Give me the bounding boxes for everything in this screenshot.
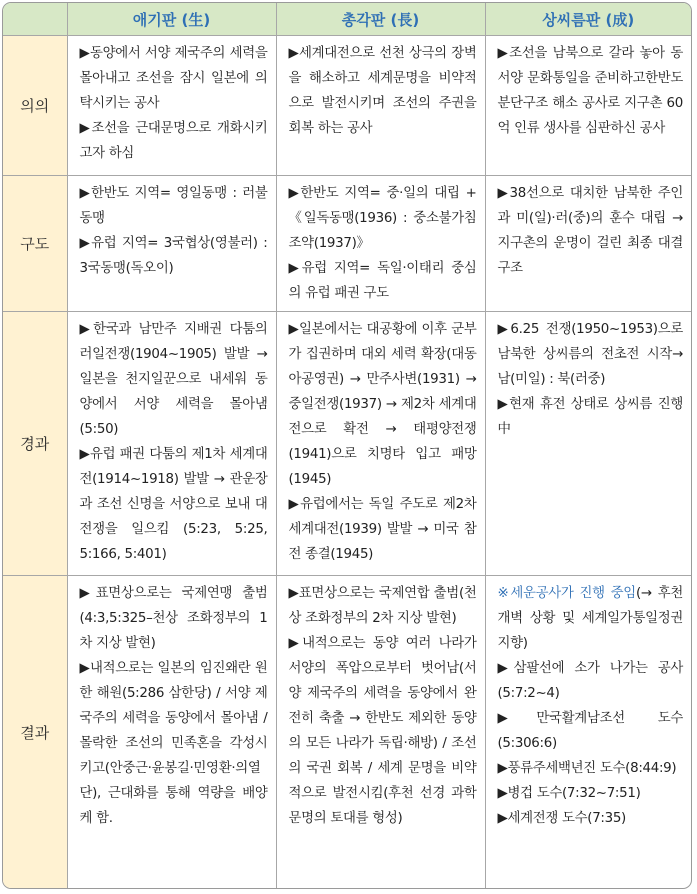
cell-result-aegi	[67, 576, 276, 889]
paragraph: ▶유럽 패권 다툼의 제1차 세계대전(1914~1918) 발발 → 관운장과 조선 신명을 서양으로 보내 대전쟁을 일으킴 (5:23, 5:25, 5:166, 5:401)	[79, 447, 268, 562]
paragraph: ▶내적으로는 일본의 임진왜란 원한 해원(5:286 삼한당) / 서양 제국주의 세력을 동양에서 몰아냄 / 몰락한 조선의 민족혼을 각성시키고(안중근·윤봉길·민영환·의열단), 근대화를 통해 역량을 배양케 함.	[79, 661, 268, 826]
header-sangssireum-pan: 상씨름판 (成)	[485, 3, 691, 36]
paragraph: ▶38선으로 대치한 남북한 주인과 미(일)·러(중)의 훈수 대립 → 지구촌의 운명이 걸린 최종 대결 구조	[497, 186, 683, 276]
row-significance	[3, 36, 691, 176]
paragraph: ▶세계전쟁 도수(7:35)	[497, 811, 626, 826]
paragraph: ▶유럽 지역= 3국협상(영불러) : 3국동맹(독오이)	[79, 236, 268, 276]
cell-result-sangssireum	[485, 576, 691, 889]
paragraph: ▶한반도 지역= 중·일의 대립 +《일독동맹(1936) : 중소불가침조약(1937)》	[288, 186, 477, 251]
cell-significance-chonggak	[276, 36, 485, 176]
paragraph: ▶동양에서 서양 제국주의 세력을 몰아내고 조선을 잠시 일본에 의탁시키는 공사	[79, 46, 268, 111]
cell-significance-sangssireum	[485, 36, 691, 176]
row-structure	[3, 176, 691, 312]
cell-structure-chonggak	[276, 176, 485, 312]
row-progress	[3, 312, 691, 576]
cell-significance-aegi	[67, 36, 276, 176]
paragraph: ▶세계대전으로 선천 상극의 장벽을 해소하고 세계문명을 비약적으로 발전시키며 조선의 주권을 회복 하는 공사	[288, 46, 477, 136]
paragraph: ▶풍류주세백년진 도수(8:44:9)	[497, 761, 677, 776]
paragraph: ▶일본에서는 대공황에 이후 군부가 집권하며 대외 세력 확장(대동아공영권) → 만주사변(1931) → 중일전쟁(1937) → 제2차 세계대전으로 확전 → 태평양전쟁(1941)으로 치명타 입고 패망(1945)	[288, 322, 477, 487]
paragraph: ▶삼팔선에 소가 나가는 공사(5:7:2~4)	[497, 661, 683, 701]
cell-progress-chonggak	[276, 312, 485, 576]
paragraph: ▶조선을 근대문명으로 개화시키고자 하심	[79, 121, 268, 161]
paragraph: ▶조선을 남북으로 갈라 놓아 동서양 문화통일을 준비하고한반도 분단구조 해소 공사로 지구촌 60억 인류 생사를 심판하신 공사	[497, 46, 683, 136]
in-progress-note: ※세운공사가 진행 중임	[497, 586, 636, 601]
cell-structure-aegi	[67, 176, 276, 312]
row-label-significance: 의의	[3, 36, 67, 176]
row-result	[3, 576, 691, 889]
paragraph: ▶6.25 전쟁(1950~1953)으로 남북한 상씨름의 전초전 시작→ 남(미일) : 북(러중)	[497, 322, 683, 387]
paragraph: ▶내적으로는 동양 여러 나라가 서양의 폭압으로부터 벗어남(서양 제국주의 세력을 동양에서 완전히 축출 → 한반도 제외한 동양의 모든 나라가 독립·해방) / 조선의 국권 회복 / 세계 문명을 비약적으로 발전시킴(후천 선경 과학 문명의 토대를 형성)	[288, 636, 477, 826]
paragraph: ▶유럽에서는 독일 주도로 제2차 세계대전(1939) 발발 → 미국 참전 종결(1945)	[288, 497, 477, 562]
paragraph: ▶만국활계남조선 도수(5:306:6)	[497, 711, 683, 751]
cell-result-chonggak	[276, 576, 485, 889]
row-label-structure: 구도	[3, 176, 67, 312]
paragraph	[498, 581, 684, 656]
comparison-table-frame	[2, 2, 692, 889]
in-progress-note-detail: (→ 후천개벽 상황 및 세계일가통일정권 지향)	[497, 586, 683, 651]
row-label-progress: 경과	[3, 312, 67, 576]
paragraph: ▶한반도 지역= 영일동맹 : 러불동맹	[79, 186, 268, 226]
cell-progress-sangssireum	[485, 312, 691, 576]
comparison-table	[3, 3, 691, 888]
paragraph: ▶현재 휴전 상태로 상씨름 진행中	[497, 397, 683, 437]
row-label-result: 결과	[3, 576, 67, 889]
paragraph: ▶표면상으로는 국제연맹 출범(4:3,5:325–천상 조화정부의 1차 지상 발현)	[79, 586, 268, 651]
header-aegi-pan: 애기판 (生)	[67, 3, 276, 36]
paragraph: ▶유럽 지역= 독일·이태리 중심의 유럽 패권 구도	[288, 261, 477, 301]
corner-cell	[3, 3, 67, 36]
header-chonggak-pan: 총각판 (長)	[276, 3, 485, 36]
paragraph: ▶한국과 남만주 지배권 다툼의 러일전쟁(1904~1905) 발발 → 일본을 천지일꾼으로 내세워 동양에서 서양 세력을 몰아냄 (5:50)	[79, 322, 268, 437]
header-row	[3, 3, 691, 36]
paragraph: ▶병겁 도수(7:32~7:51)	[497, 786, 641, 801]
paragraph: ▶표면상으로는 국제연합 출범(천상 조화정부의 2차 지상 발현)	[288, 586, 477, 626]
cell-progress-aegi	[67, 312, 276, 576]
cell-structure-sangssireum	[485, 176, 691, 312]
